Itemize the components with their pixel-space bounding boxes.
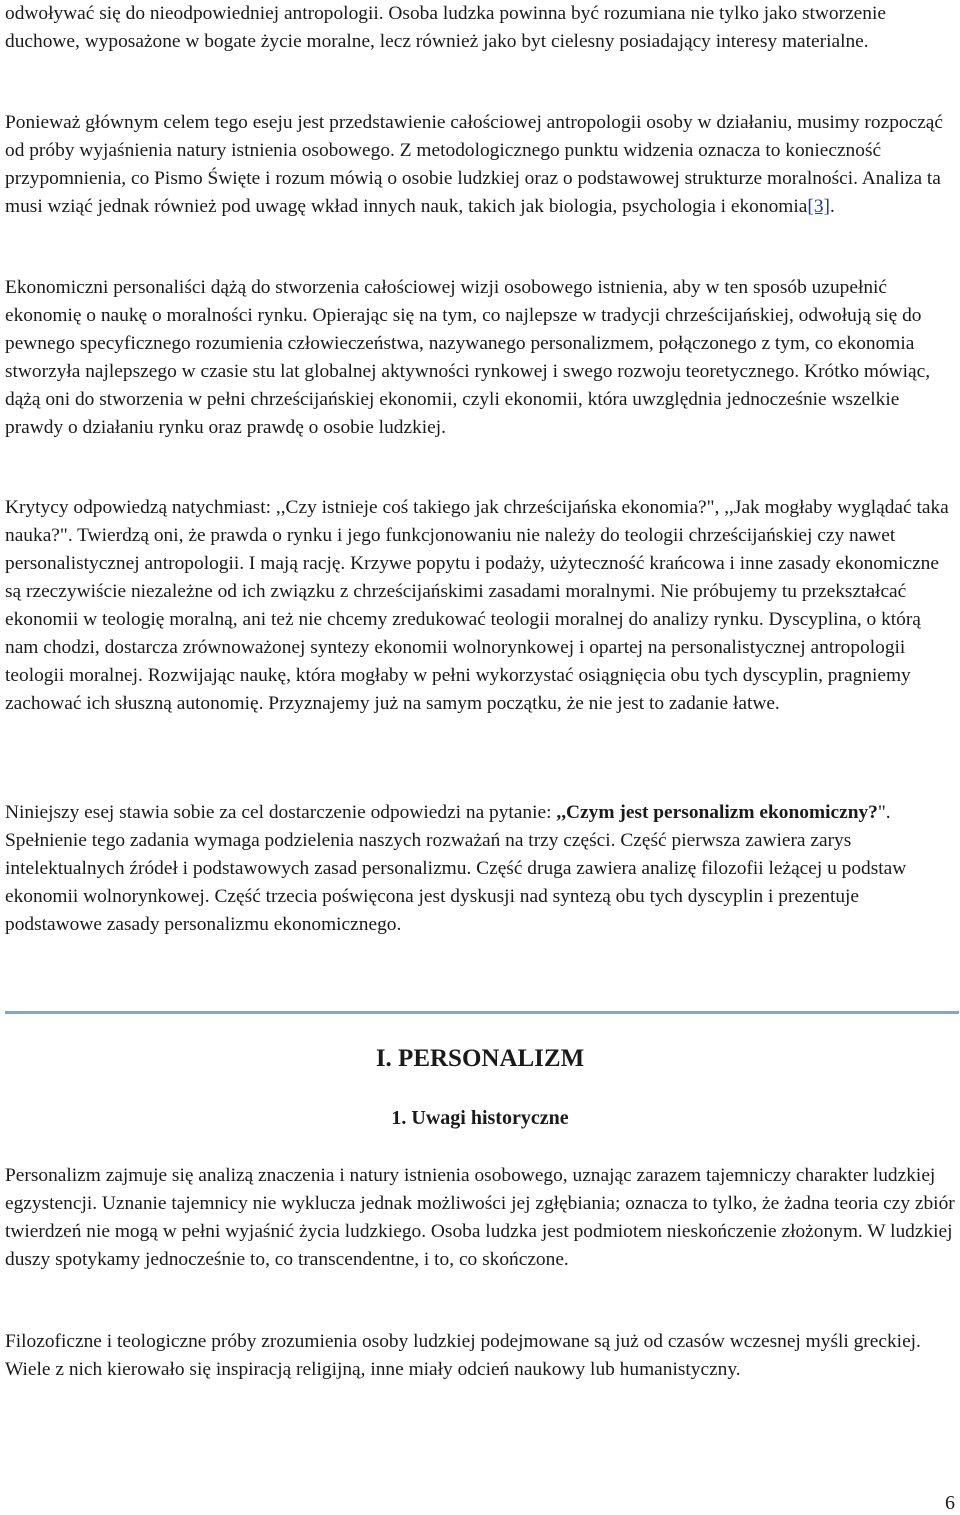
paragraph-4: Krytycy odpowiedzą natychmiast: ,,Czy istnieje coś takiego jak chrześcijańska ekonomia?", ,,Jak mogłaby wyglądać taka nauka?". Twierdzą oni, że prawda o rynku i jego funkcjonowaniu nie należy do teologii chrześcijańskiej czy nawet personalistycznej antropologii. I mają rację. Krzywe popytu i podaży, użyteczność krańcowa i inne zasady ekonomiczne są rzeczywiście niezależne od ich związku z chrześcijańskimi zasadami moralnymi. Nie próbujemy tu przekształcać ekonomii w teologię moralną, ani też nie chcemy zredukować teologii moralnej do analizy rynku. Dyscyplina, o którą nam chodzi, dostarcza zrównoważonej syntezy ekonomii wolnorynkowej i opartej na personalistycznej antropologii teologii moralnej. Rozwijając naukę, która mogłaby w pełni wykorzystać osiągnięcia obu tych dyscyplin, pragniemy zachować ich słuszną autonomię. Przyznajemy już na samym początku, że nie jest to zadanie łatwe.	[5, 497, 949, 714]
paragraph-2-text: Ponieważ głównym celem tego eseju jest przedstawienie całościowej antropologii osoby w działaniu, musimy rozpocząć od próby wyjaśnienia natury istnienia osobowego. Z metodologicznego punktu widzenia oznacza to konieczność przypomnienia, co Pismo Święte i rozum mówią o osobie ludzkiej oraz o podstawowej strukturze moralności. Analiza ta musi wziąć jednak również pod uwagę wkład innych nauk, takich jak biologia, psychologia i ekonomia	[5, 112, 944, 217]
paragraph-2-end: .	[829, 196, 835, 217]
footnote-link-3[interactable]: [3]	[807, 196, 830, 217]
section-divider	[5, 1011, 959, 1014]
page-number: 6	[945, 1492, 955, 1514]
paragraph-5	[5, 799, 955, 939]
section-heading: 1. Uwagi historyczne	[391, 1107, 569, 1129]
paragraph-6: Personalizm zajmuje się analizą znaczenia i natury istnienia osobowego, uznając zarazem tajemniczy charakter ludzkiej egzystencji. Uznanie tajemnicy nie wyklucza jednak możliwości jej zgłębiania; oznacza to tylko, że żadna teoria czy zbiór twierdzeń nie mogą w pełni wyjaśnić życia ludzkiego. Osoba ludzka jest podmiotem nieskończenie złożonym. W ludzkiej duszy spotykamy jednocześnie to, co transcendentne, i to, co skończone.	[5, 1165, 955, 1270]
chapter-heading: I. PERSONALIZM	[375, 1045, 585, 1072]
paragraph-5-rest: ". Spełnienie tego zadania wymaga podzielenia naszych rozważań na trzy części. Część pierwsza zawiera zarys intelektualnych źródeł i podstawowych zasad personalizmu. Część druga zawiera analizę filozofii leżącej u podstaw ekonomii wolnorynkowej. Część trzecia poświęcona jest dyskusji nad syntezą obu tych dyscyplin i prezentuje podstawowe zasady personalizmu ekonomicznego.	[5, 802, 907, 935]
paragraph-2	[5, 109, 955, 221]
paragraph-7: Filozoficzne i teologiczne próby zrozumienia osoby ludzkiej podejmowane są już od czasów wczesnej myśli greckiej. Wiele z nich kierowało się inspiracją religijną, inne miały odcień naukowy lub humanistyczny.	[5, 1331, 921, 1380]
paragraph-3: Ekonomiczni personaliści dążą do stworzenia całościowej wizji osobowego istnienia, aby w ten sposób uzupełnić ekonomię o naukę o moralności rynku. Opierając się na tym, co najlepsze w tradycji chrześcijańskiej, odwołują się do pewnego specyficznego rozumienia człowieczeństwa, nazywanego personalizmem, połączonego z tym, co ekonomia stworzyła najlepszego w czasie stu lat globalnej aktywności rynkowej i swego rozwoju teoretycznego. Krótko mówiąc, dążą oni do stworzenia w pełni chrześcijańskiej ekonomii, czyli ekonomii, która uwzględnia jednocześnie wszelkie prawdy o działaniu rynku oraz prawdę o osobie ludzkiej.	[5, 277, 931, 438]
paragraph-5-question: ,,Czym jest personalizm ekonomiczny?	[556, 802, 878, 823]
paragraph-5-text: Niniejszy esej stawia sobie za cel dostarczenie odpowiedzi na pytanie:	[5, 802, 557, 823]
paragraph-1: odwoływać się do nieodpowiedniej antropologii. Osoba ludzka powinna być rozumiana nie tylko jako stworzenie duchowe, wyposażone w bogate życie moralne, lecz również jako byt cielesny posiadający interesy materialne.	[5, 3, 886, 52]
